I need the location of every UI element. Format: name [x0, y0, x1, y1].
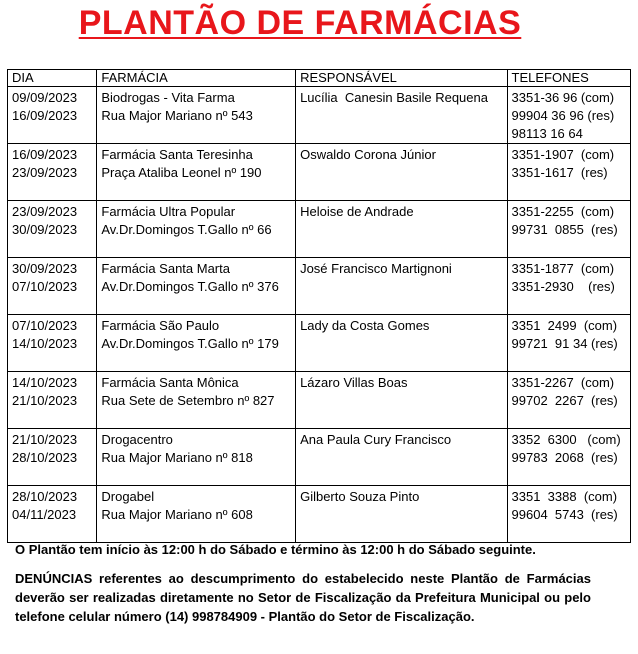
date-line: 09/09/2023: [12, 90, 78, 105]
responsible-cell: [296, 429, 507, 486]
pharmacy-cell: [97, 372, 296, 429]
date-line: 23/09/2023: [12, 165, 78, 180]
date-line: 28/10/2023: [12, 450, 78, 465]
date-cell: [8, 258, 97, 315]
responsible-line: Gilberto Souza Pinto: [300, 489, 420, 504]
responsible-cell: [296, 372, 507, 429]
phones-cell: [507, 201, 630, 258]
pharmacy-cell: [97, 486, 296, 543]
responsible-line: José Francisco Martignoni: [300, 261, 452, 276]
responsible-cell: [296, 486, 507, 543]
date-line: 14/10/2023: [12, 375, 78, 390]
phone-line: 3351 3388 (com): [511, 489, 618, 504]
pharmacy-line: Rua Major Mariano nº 543: [101, 108, 253, 123]
pharmacy-line: Rua Sete de Setembro nº 827: [101, 393, 275, 408]
pharmacy-line: Praça Ataliba Leonel nº 190: [101, 165, 262, 180]
phones-cell: [507, 144, 630, 201]
date-cell: [8, 372, 97, 429]
phones-cell: [507, 486, 630, 543]
responsible-line: Lucília Canesin Basile Requena: [300, 90, 488, 105]
date-cell: [8, 201, 97, 258]
phone-line: 3351-1907 (com): [511, 147, 615, 162]
header-telefones: TELEFONES: [507, 70, 630, 87]
date-line: 21/10/2023: [12, 432, 78, 447]
pharmacy-line: Farmácia Ultra Popular: [101, 204, 236, 219]
pharmacy-cell: [97, 429, 296, 486]
date-line: 28/10/2023: [12, 489, 78, 504]
pharmacy-line: Av.Dr.Domingos T.Gallo nº 376: [101, 279, 279, 294]
date-cell: [8, 144, 97, 201]
phone-line: 99604 5743 (res): [511, 507, 618, 522]
phone-line: 3351-2930 (res): [511, 279, 615, 294]
pharmacy-line: Biodrogas - Vita Farma: [101, 90, 235, 105]
pharmacy-cell: [97, 258, 296, 315]
pharmacy-cell: [97, 201, 296, 258]
pharmacy-cell: [97, 87, 296, 144]
schedule-note: O Plantão tem início às 12:00 h do Sábado e término às 12:00 h do Sábado seguinte.: [15, 542, 536, 557]
phone-line: 98113 16 64: [511, 126, 583, 141]
notes: [15, 540, 591, 626]
pharmacy-line: Farmácia Santa Marta: [101, 261, 230, 276]
pharmacy-line: Farmácia Santa Mônica: [101, 375, 239, 390]
phone-line: 99721 91 34 (res): [511, 336, 618, 351]
table-row: [8, 429, 631, 486]
responsible-line: Oswaldo Corona Júnior: [300, 147, 436, 162]
page-title: PLANTÃO DE FARMÁCIAS: [78, 4, 522, 42]
responsible-cell: [296, 201, 507, 258]
phone-line: 3351-2267 (com): [511, 375, 615, 390]
phone-line: 99783 2068 (res): [511, 450, 618, 465]
pharmacy-schedule-table: [7, 69, 631, 543]
pharmacy-line: Rua Major Mariano nº 608: [101, 507, 253, 522]
phones-cell: [507, 372, 630, 429]
table-row: [8, 258, 631, 315]
date-cell: [8, 315, 97, 372]
phone-line: 3351 2499 (com): [511, 318, 618, 333]
phone-line: 3351-1877 (com): [511, 261, 615, 276]
responsible-line: Lázaro Villas Boas: [300, 375, 408, 390]
responsible-line: Lady da Costa Gomes: [300, 318, 430, 333]
phones-cell: [507, 315, 630, 372]
pharmacy-cell: [97, 144, 296, 201]
responsible-cell: [296, 315, 507, 372]
pharmacy-line: Rua Major Mariano nº 818: [101, 450, 253, 465]
date-line: 16/09/2023: [12, 108, 78, 123]
header-dia: DIA: [8, 70, 97, 87]
date-line: 30/09/2023: [12, 261, 78, 276]
phones-cell: [507, 429, 630, 486]
phones-cell: [507, 87, 630, 144]
date-line: 30/09/2023: [12, 222, 78, 237]
phone-line: 99702 2267 (res): [511, 393, 618, 408]
pharmacy-line: Av.Dr.Domingos T.Gallo nº 179: [101, 336, 279, 351]
table-row: [8, 201, 631, 258]
date-line: 21/10/2023: [12, 393, 78, 408]
header-responsavel: RESPONSÁVEL: [296, 70, 507, 87]
pharmacy-line: Drogacentro: [101, 432, 173, 447]
date-line: 04/11/2023: [12, 507, 77, 522]
table-row: [8, 372, 631, 429]
responsible-cell: [296, 144, 507, 201]
date-line: 14/10/2023: [12, 336, 78, 351]
table-row: [8, 87, 631, 144]
pharmacy-line: Drogabel: [101, 489, 155, 504]
date-cell: [8, 87, 97, 144]
date-line: 23/09/2023: [12, 204, 78, 219]
responsible-line: Heloise de Andrade: [300, 204, 414, 219]
header-farmacia: FARMÁCIA: [97, 70, 296, 87]
date-line: 07/10/2023: [12, 279, 78, 294]
table-row: [8, 315, 631, 372]
pharmacy-cell: [97, 315, 296, 372]
pharmacy-line: Farmácia São Paulo: [101, 318, 220, 333]
phone-line: 99904 36 96 (res): [511, 108, 615, 123]
phone-line: 3352 6300 (com): [511, 432, 621, 447]
pharmacy-line: Farmácia Santa Teresinha: [101, 147, 253, 162]
date-cell: [8, 429, 97, 486]
table-row: [8, 486, 631, 543]
date-line: 16/09/2023: [12, 147, 78, 162]
phone-line: 99731 0855 (res): [511, 222, 618, 237]
responsible-cell: [296, 87, 507, 144]
pharmacy-line: Av.Dr.Domingos T.Gallo nº 66: [101, 222, 272, 237]
phones-cell: [507, 258, 630, 315]
table-row: [8, 144, 631, 201]
table-header-row: [8, 70, 631, 87]
phone-line: 3351-1617 (res): [511, 165, 608, 180]
date-cell: [8, 486, 97, 543]
complaints-note: DENÚNCIAS referentes ao descumprimento do estabelecido neste Plantão de Farmácias deverão ser realizadas diretamente no Setor de Fiscalização da Prefeitura Municipal ou pelo telefone celular número (14) 998784909 - Plantão do Setor de Fiscalização.: [15, 571, 591, 624]
date-line: 07/10/2023: [12, 318, 78, 333]
phone-line: 3351-2255 (com): [511, 204, 615, 219]
phone-line: 3351-36 96 (com): [511, 90, 615, 105]
responsible-line: Ana Paula Cury Francisco: [300, 432, 452, 447]
responsible-cell: [296, 258, 507, 315]
